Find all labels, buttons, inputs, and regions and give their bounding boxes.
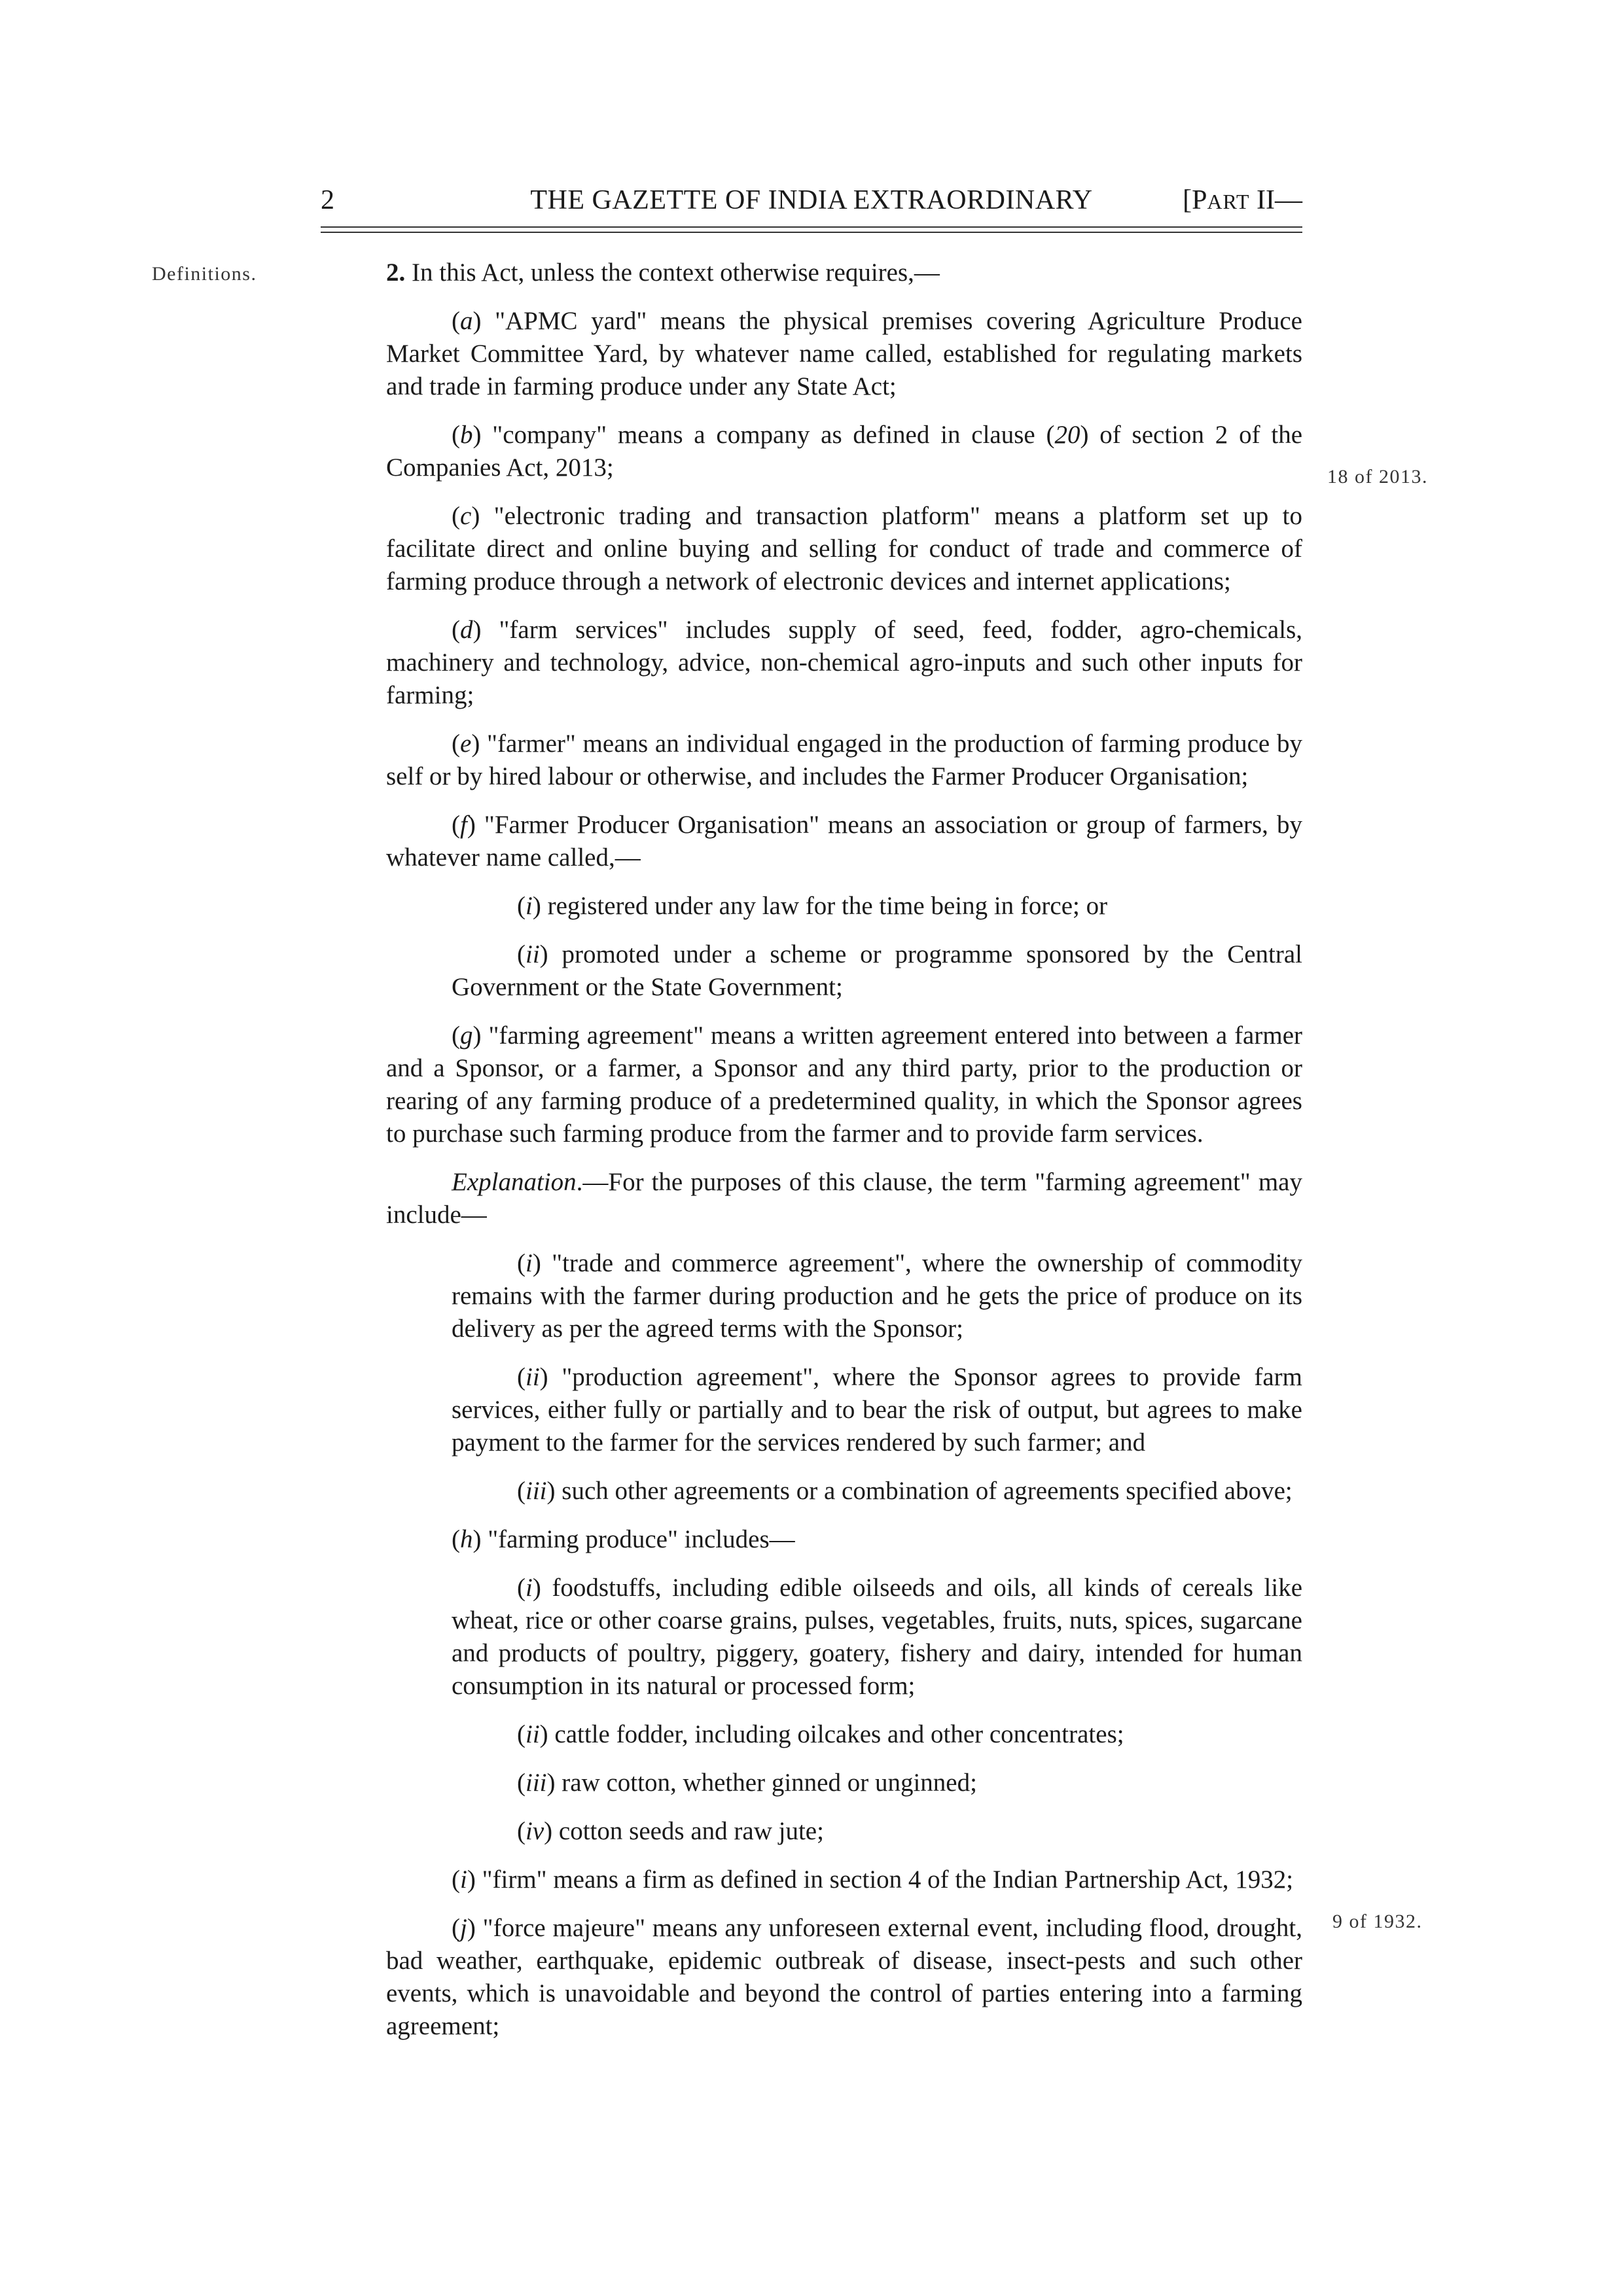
clause-label: f <box>460 811 467 839</box>
margin-note-definitions: Definitions. <box>152 263 257 285</box>
subclause-h-i: (i) foodstuffs, including edible oilseeds and oils, all kinds of cereals like wheat, rice or other coarse grains, pulses, vegetables, fruits, nuts, spices, sugarcane and products of poultry, piggery, goatery, fishery and dairy, intended for human consumption in its natural or processed form; <box>452 1574 1302 1700</box>
part-label <box>1183 185 1302 216</box>
clause-text: "farmer" means an individual engaged in the production of farming produce by self or by hired labour or otherwise, and includes the Farmer Producer Organisation; <box>386 730 1302 790</box>
clause-text: "farm services" includes supply of seed, feed, fodder, agro-chemicals, machinery and technology, advice, non-chemical agro-inputs and such other inputs for farming; <box>386 616 1302 709</box>
clause-text: "farming produce" includes— <box>481 1525 795 1553</box>
clause-label: a <box>460 307 473 335</box>
explanation-label: Explanation <box>452 1168 577 1196</box>
section-number: 2. <box>386 258 406 287</box>
subclause-label: i <box>526 1574 533 1602</box>
clause-text: "Farmer Producer Organisation" means an association or group of farmers, by whatever name called,— <box>386 811 1302 872</box>
header-rule-top <box>321 226 1302 228</box>
subclause-f-ii: (ii) promoted under a scheme or programme sponsored by the Central Government or the State Government; <box>452 940 1302 1001</box>
page-header <box>321 185 1302 224</box>
subclause-label: iii <box>526 1769 547 1797</box>
clause-text: "company" means a company as defined in clause ( <box>481 421 1055 449</box>
subclause-text: "production agreement", where the Sponsor agrees to provide farm services, either fully or partially and to bear the risk of output, but agrees to make payment to the farmer for the services rendered by such farmer; and <box>452 1363 1302 1457</box>
subclause-label: ii <box>526 1720 540 1748</box>
subclause-text: promoted under a scheme or programme sponsored by the Central Government or the State Government; <box>452 940 1302 1001</box>
explanation <box>386 1166 1302 1231</box>
part-prefix: [P <box>1183 185 1207 215</box>
subclause-text: raw cotton, whether ginned or unginned; <box>555 1769 977 1797</box>
clause-h: (h) "farming produce" includes— <box>452 1525 795 1553</box>
subclause-f-i: (i) registered under any law for the time being in force; or <box>517 892 1108 920</box>
clause-text: "force majeure" means any unforeseen external event, including flood, drought, bad weather, earthquake, epidemic outbreak of disease, insect-pests and such other events, which is unavoidable and beyond the control of parties entering into a farming agreement; <box>386 1914 1302 2040</box>
clause-c: (c) "electronic trading and transaction platform" means a platform set up to facilitate direct and online buying and selling for conduct of trade and commerce of farming produce through a network of electronic devices and internet applications; <box>386 502 1302 595</box>
page-number: 2 <box>321 185 334 215</box>
subclause-g-iii: (iii) such other agreements or a combination of agreements specified above; <box>517 1477 1293 1505</box>
clause-text: ) of section 2 of the Companies Act, 2013; <box>386 421 1302 482</box>
clause-e: (e) "farmer" means an individual engaged in the production of farming produce by self or by hired labour or otherwise, and includes the Farmer Producer Organisation; <box>386 730 1302 790</box>
clause-label: d <box>460 616 473 644</box>
margin-note-companies-act: 18 of 2013. <box>1327 466 1428 487</box>
explanation-text: .—For the purposes of this clause, the term "farming agreement" may include— <box>386 1168 1302 1229</box>
subclause-label: i <box>526 892 533 920</box>
clause-label: g <box>460 1021 473 1050</box>
clause-g: (g) "farming agreement" means a written agreement entered into between a farmer and a Sponsor, or a farmer, a Sponsor and any third party, prior to the production or rearing of any farming produce of a predetermined quality, in which the Sponsor agrees to purchase such farming produce from the farmer and to provide farm services. <box>386 1021 1302 1148</box>
clause-j: (j) "force majeure" means any unforeseen external event, including flood, drought, bad weather, earthquake, epidemic outbreak of disease, insect-pests and such other events, which is unavoidable and beyond the control of parties entering into a farming agreement; <box>386 1914 1302 2040</box>
clause-label: c <box>460 502 472 530</box>
margin-note-partnership-act: 9 of 1932. <box>1332 1911 1423 1932</box>
subclause-label: iv <box>526 1817 544 1845</box>
clause-label: j <box>460 1914 467 1942</box>
subclause-text: "trade and commerce agreement", where the ownership of commodity remains with the farmer during production and he gets the price of produce on its delivery as per the agreed terms with the Sponsor; <box>452 1249 1302 1343</box>
clause-text: "APMC yard" means the physical premises covering Agriculture Produce Market Committee Yard, by whatever name called, established for regulating markets and trade in farming produce under any State Act; <box>386 307 1302 400</box>
clause-i: (i) "firm" means a firm as defined in section 4 of the Indian Partnership Act, 1932; <box>452 1865 1294 1894</box>
subclause-text: cattle fodder, including oilcakes and other concentrates; <box>548 1720 1124 1748</box>
clause-f: (f) "Farmer Producer Organisation" means an association or group of farmers, by whatever name called,— <box>386 811 1302 872</box>
subclause-text: foodstuffs, including edible oilseeds and oils, all kinds of cereals like wheat, rice or other coarse grains, pulses, vegetables, fruits, nuts, spices, sugarcane and products of poultry, piggery, goatery, fishery and dairy, intended for human consumption in its natural or processed form; <box>452 1574 1302 1700</box>
clause-text: "farming agreement" means a written agreement entered into between a farmer and a Sponsor, or a farmer, a Sponsor and any third party, prior to the production or rearing of any farming produce of a predetermined quality, in which the Sponsor agrees to purchase such farming produce from the farmer and to provide farm services. <box>386 1021 1302 1148</box>
clause-text: "electronic trading and transaction platform" means a platform set up to facilitate direct and online buying and selling for conduct of trade and commerce of farming produce through a network of electronic devices and internet applications; <box>386 502 1302 595</box>
subclause-label: ii <box>526 940 540 968</box>
subclause-text: cotton seeds and raw jute; <box>552 1817 824 1845</box>
clause-reference: 20 <box>1054 421 1080 449</box>
part-small-caps: ART <box>1207 190 1250 213</box>
clause-label: h <box>460 1525 473 1553</box>
subclause-h-iv: (iv) cotton seeds and raw jute; <box>517 1817 824 1845</box>
part-suffix: II— <box>1249 185 1302 215</box>
subclause-label: iii <box>526 1477 547 1505</box>
subclause-h-ii: (ii) cattle fodder, including oilcakes and other concentrates; <box>517 1720 1124 1748</box>
clause-b: (b) "company" means a company as defined in clause (20) of section 2 of the Companies Act, 2013; <box>386 421 1302 482</box>
clause-text: "firm" means a firm as defined in section 4 of the Indian Partnership Act, 1932; <box>475 1865 1294 1894</box>
document-body <box>386 256 1302 2058</box>
subclause-label: ii <box>526 1363 540 1391</box>
subclause-text: registered under any law for the time being in force; or <box>541 892 1108 920</box>
clause-d: (d) "farm services" includes supply of seed, feed, fodder, agro-chemicals, machinery and technology, advice, non-chemical agro-inputs and such other inputs for farming; <box>386 616 1302 709</box>
clause-label: e <box>460 730 472 758</box>
clause-label: i <box>460 1865 467 1894</box>
subclause-h-iii: (iii) raw cotton, whether ginned or unginned; <box>517 1769 977 1797</box>
gazette-title: THE GAZETTE OF INDIA EXTRAORDINARY <box>530 185 1093 215</box>
subclause-text: such other agreements or a combination of agreements specified above; <box>555 1477 1293 1505</box>
subclause-label: i <box>526 1249 533 1277</box>
subclause-g-ii: (ii) "production agreement", where the Sponsor agrees to provide farm services, either fully or partially and to bear the risk of output, but agrees to make payment to the farmer for the services rendered by such farmer; and <box>452 1363 1302 1457</box>
section-intro-text: In this Act, unless the context otherwise requires,— <box>405 258 940 287</box>
clause-label: b <box>460 421 473 449</box>
subclause-g-i: (i) "trade and commerce agreement", where the ownership of commodity remains with the farmer during production and he gets the price of produce on its delivery as per the agreed terms with the Sponsor; <box>452 1249 1302 1343</box>
header-rule-bottom <box>321 232 1302 233</box>
clause-a: (a) "APMC yard" means the physical premises covering Agriculture Produce Market Committee Yard, by whatever name called, established for regulating markets and trade in farming produce under any State Act; <box>386 307 1302 400</box>
section-intro <box>386 256 1302 289</box>
